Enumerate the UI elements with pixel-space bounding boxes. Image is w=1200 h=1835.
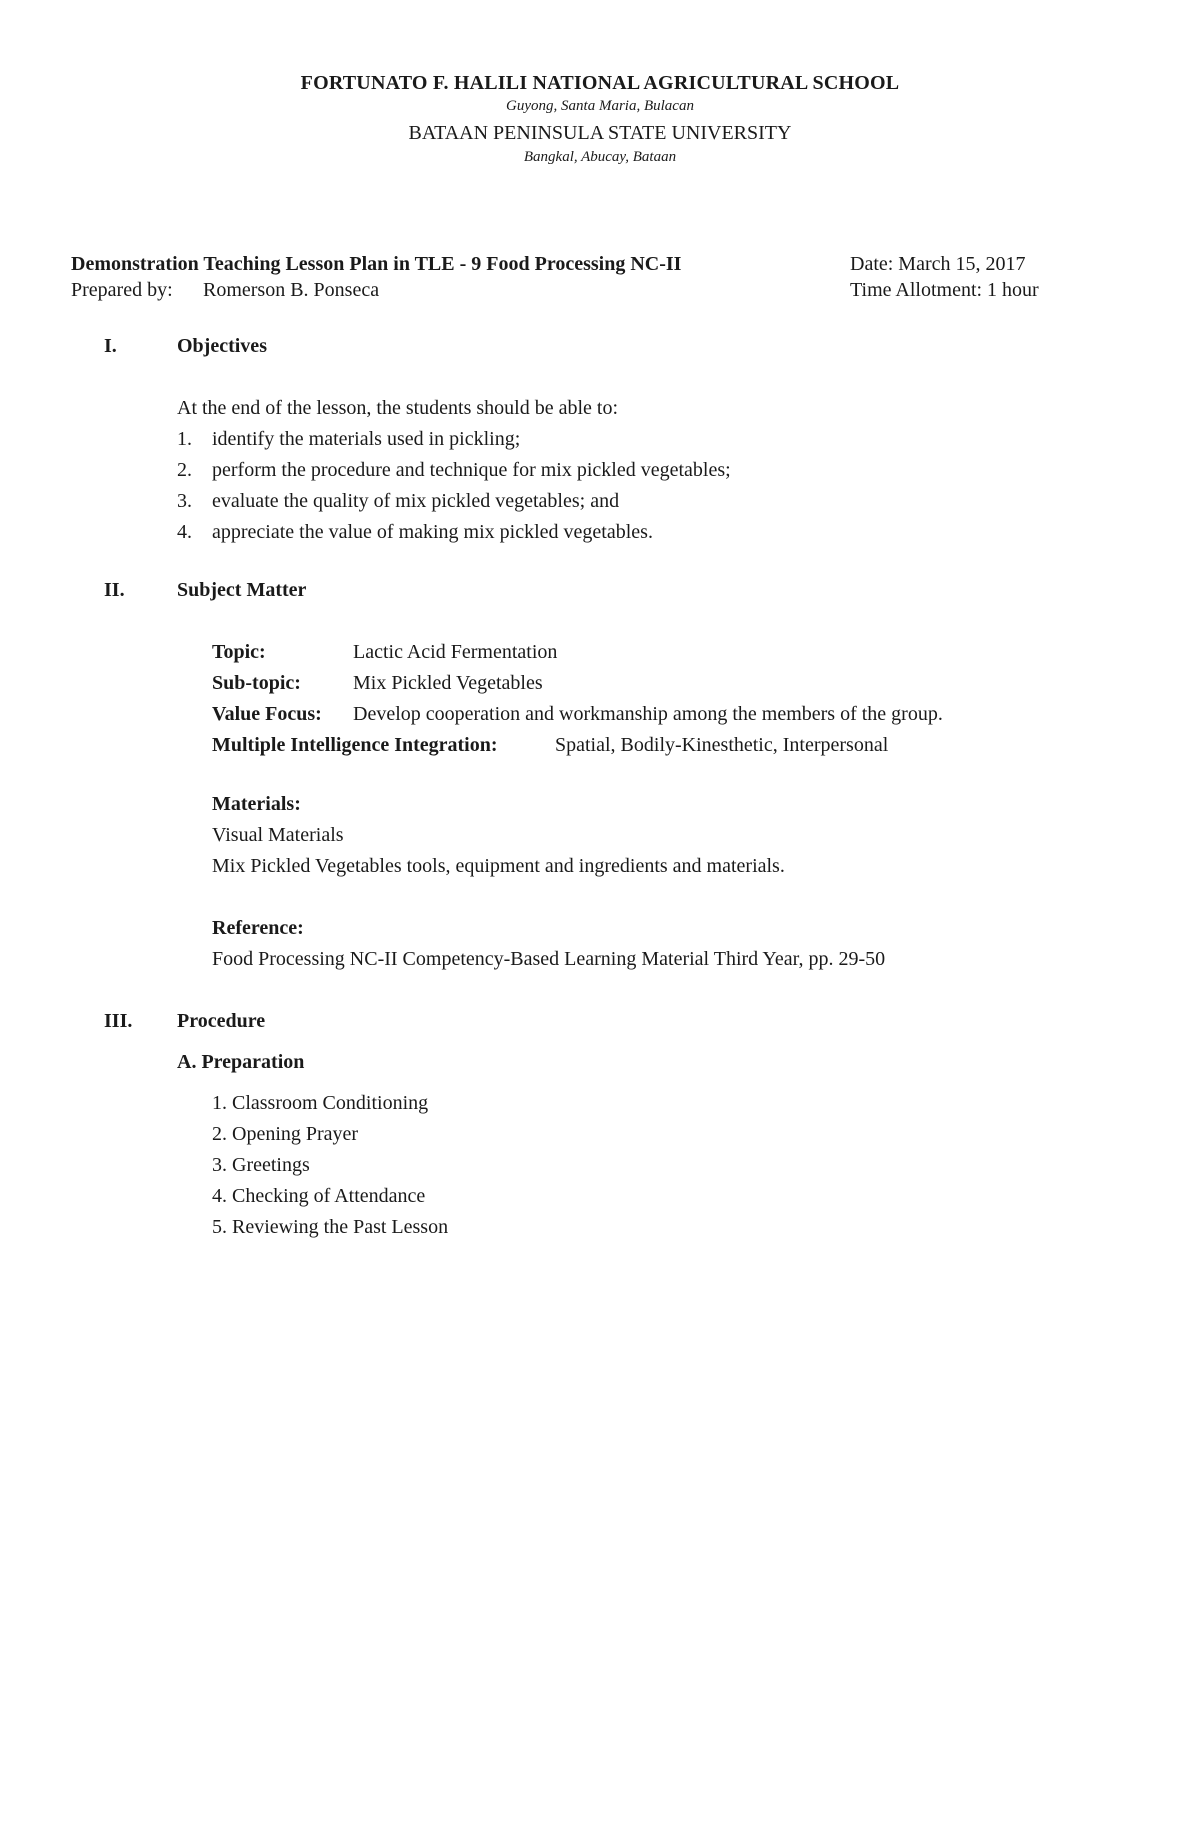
list-number: 4. bbox=[177, 521, 192, 543]
time-allotment: Time Allotment: 1 hour bbox=[850, 279, 1039, 301]
field-value: Mix Pickled Vegetables bbox=[353, 672, 543, 694]
list-item: 5. Reviewing the Past Lesson bbox=[212, 1216, 449, 1238]
field-value: Lactic Acid Fermentation bbox=[353, 641, 558, 663]
list-item: Mix Pickled Vegetables tools, equipment and ingredients and materials. bbox=[212, 855, 785, 877]
school-name: FORTUNATO F. HALILI NATIONAL AGRICULTURAL SCHOOL bbox=[300, 72, 900, 94]
section-heading: Procedure bbox=[177, 1010, 266, 1032]
list-item: 2. Opening Prayer bbox=[212, 1123, 359, 1145]
field-label: Value Focus: bbox=[212, 703, 322, 725]
field-value: Develop cooperation and workmanship among the members of the group. bbox=[353, 703, 943, 725]
list-item: Visual Materials bbox=[212, 824, 344, 846]
field-value: Spatial, Bodily-Kinesthetic, Interpersonal bbox=[555, 734, 889, 756]
section-numeral: III. bbox=[104, 1010, 133, 1032]
list-item: 4. Checking of Attendance bbox=[212, 1185, 426, 1207]
prepared-by-label: Prepared by: bbox=[71, 279, 173, 301]
list-item: 1. Classroom Conditioning bbox=[212, 1092, 429, 1114]
reference-text: Food Processing NC-II Competency-Based Learning Material Third Year, pp. 29-50 bbox=[212, 948, 886, 970]
list-number: 1. bbox=[177, 428, 192, 450]
prepared-by-name: Romerson B. Ponseca bbox=[203, 279, 380, 301]
field-label: Multiple Intelligence Integration: bbox=[212, 734, 498, 756]
school-address: Guyong, Santa Maria, Bulacan bbox=[506, 98, 694, 114]
lesson-date: Date: March 15, 2017 bbox=[850, 253, 1026, 275]
field-label: Reference: bbox=[212, 917, 304, 939]
field-label: Topic: bbox=[212, 641, 266, 663]
sub-heading: A. Preparation bbox=[177, 1051, 305, 1073]
list-number: 2. bbox=[177, 459, 192, 481]
list-item: 3. Greetings bbox=[212, 1154, 310, 1176]
university-name: BATAAN PENINSULA STATE UNIVERSITY bbox=[408, 122, 792, 144]
list-item: evaluate the quality of mix pickled vegetables; and bbox=[212, 490, 620, 512]
field-label: Sub-topic: bbox=[212, 672, 301, 694]
section-heading: Objectives bbox=[177, 335, 267, 357]
list-item: identify the materials used in pickling; bbox=[212, 428, 521, 450]
section-numeral: I. bbox=[104, 335, 117, 357]
list-item: appreciate the value of making mix pickled vegetables. bbox=[212, 521, 653, 543]
list-item: perform the procedure and technique for mix pickled vegetables; bbox=[212, 459, 731, 481]
section-heading: Subject Matter bbox=[177, 579, 307, 601]
objectives-intro: At the end of the lesson, the students should be able to: bbox=[177, 397, 619, 419]
section-numeral: II. bbox=[104, 579, 125, 601]
list-number: 3. bbox=[177, 490, 192, 512]
university-address: Bangkal, Abucay, Bataan bbox=[523, 149, 677, 165]
lesson-plan-title: Demonstration Teaching Lesson Plan in TLE - 9 Food Processing NC-II bbox=[71, 253, 682, 275]
field-label: Materials: bbox=[212, 793, 301, 815]
